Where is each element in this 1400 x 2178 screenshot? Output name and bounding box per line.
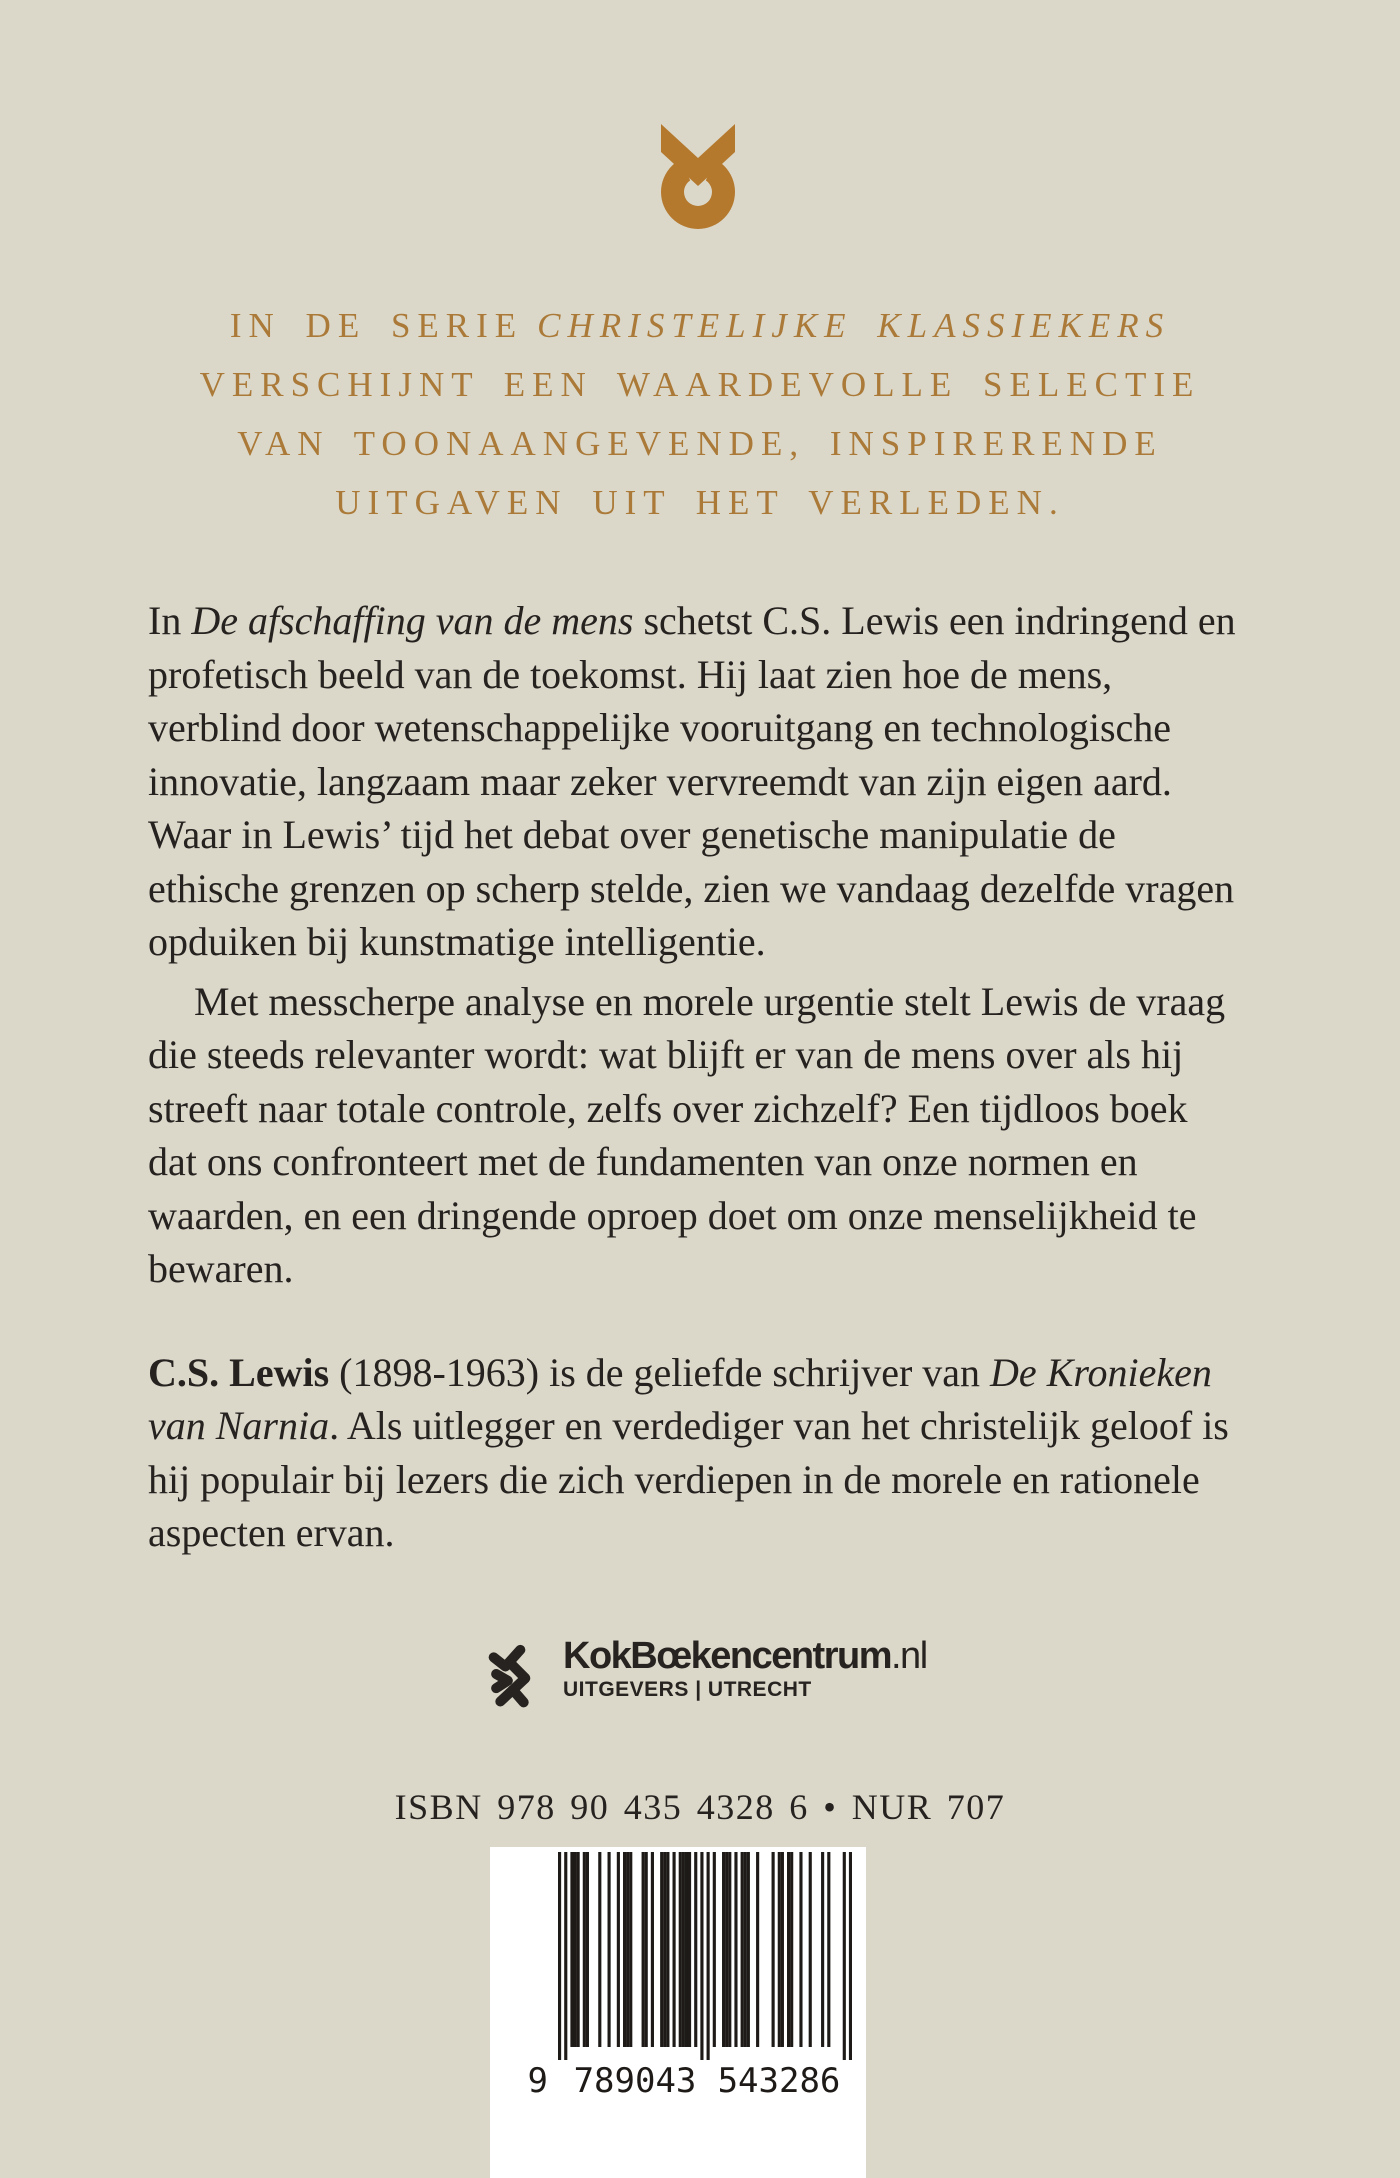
series-publisher-logo-icon <box>620 105 780 235</box>
publisher-tld: .nl <box>891 1635 927 1677</box>
bio-text: . Als uitlegger en verdediger van het christelijk geloof is hij populair bij lezers die zich verdiepen in de morele en rationele aspecten ervan. <box>148 1403 1229 1555</box>
blurb-text: In <box>148 598 192 643</box>
series-note-line <box>0 296 1400 355</box>
blurb <box>148 594 1243 1560</box>
series-note-line: VERSCHIJNT EEN WAARDEVOLLE SELECTIE <box>199 365 1201 404</box>
barcode-digit-group: 543286 <box>717 2061 841 2101</box>
narnia-title-italic: De Kronieken van Narnia <box>148 1349 1212 1448</box>
publisher-name: KokBœkencentrum <box>563 1635 891 1677</box>
publisher-logo <box>477 1636 927 1722</box>
blurb-paragraph-2: Met messcherpe analyse en morele urgentie stelt Lewis de vraag die steeds relevanter wordt: wat blijft er van de mens over als hij streeft naar totale controle, zelfs over zichzelf? Een tijdloos boek dat ons confronteert met de fundamenten van onze normen en waarden, en een dringende oproep doet om onze menselijkheid te bewaren. <box>148 978 1226 1291</box>
publisher-text <box>563 1636 927 1702</box>
author-bio <box>148 1346 1243 1560</box>
isbn-line: ISBN 978 90 435 4328 6 • NUR 707 <box>394 1787 1006 1827</box>
barcode <box>490 1847 866 2178</box>
barcode-digit-group: 9 <box>527 2061 548 2101</box>
blurb-text: schetst C.S. Lewis een indringend en profetisch beeld van de toekomst. Hij laat zien hoe de mens, verblind door wetenschappelijke vooruitgang en technologische innovatie, langzaam maar zeker vervreemdt van zijn eigen aard. Waar in Lewis’ tijd het debat over genetische manipulatie de ethische grenzen op scherp stelde, zien we vandaag dezelfde vragen opduiken bij kunstmatige intelligentie. <box>148 598 1236 964</box>
publisher-tagline: UITGEVERS | UTRECHT <box>563 1678 812 1701</box>
series-note-line: UITGAVEN UIT HET VERLEDEN. <box>335 483 1065 522</box>
blurb-paragraph-1 <box>148 594 1243 969</box>
bio-text: (1898-1963) is de geliefde schrijver van <box>329 1349 991 1395</box>
barcode-bars <box>558 1852 852 2060</box>
series-name-italic: CHRISTELIJKE KLASSIEKERS <box>537 306 1171 345</box>
series-note <box>0 296 1400 532</box>
publisher-mark-icon <box>477 1636 537 1722</box>
publisher-wordmark <box>563 1636 927 1676</box>
book-title-italic: De afschaffing van de mens <box>191 598 634 643</box>
series-note-line: VAN TOONAANGEVENDE, INSPIRERENDE <box>237 424 1163 463</box>
series-note-text: IN DE SERIE <box>229 306 524 345</box>
author-name: C.S. Lewis <box>148 1349 330 1395</box>
barcode-digit-group: 789043 <box>573 2061 697 2101</box>
